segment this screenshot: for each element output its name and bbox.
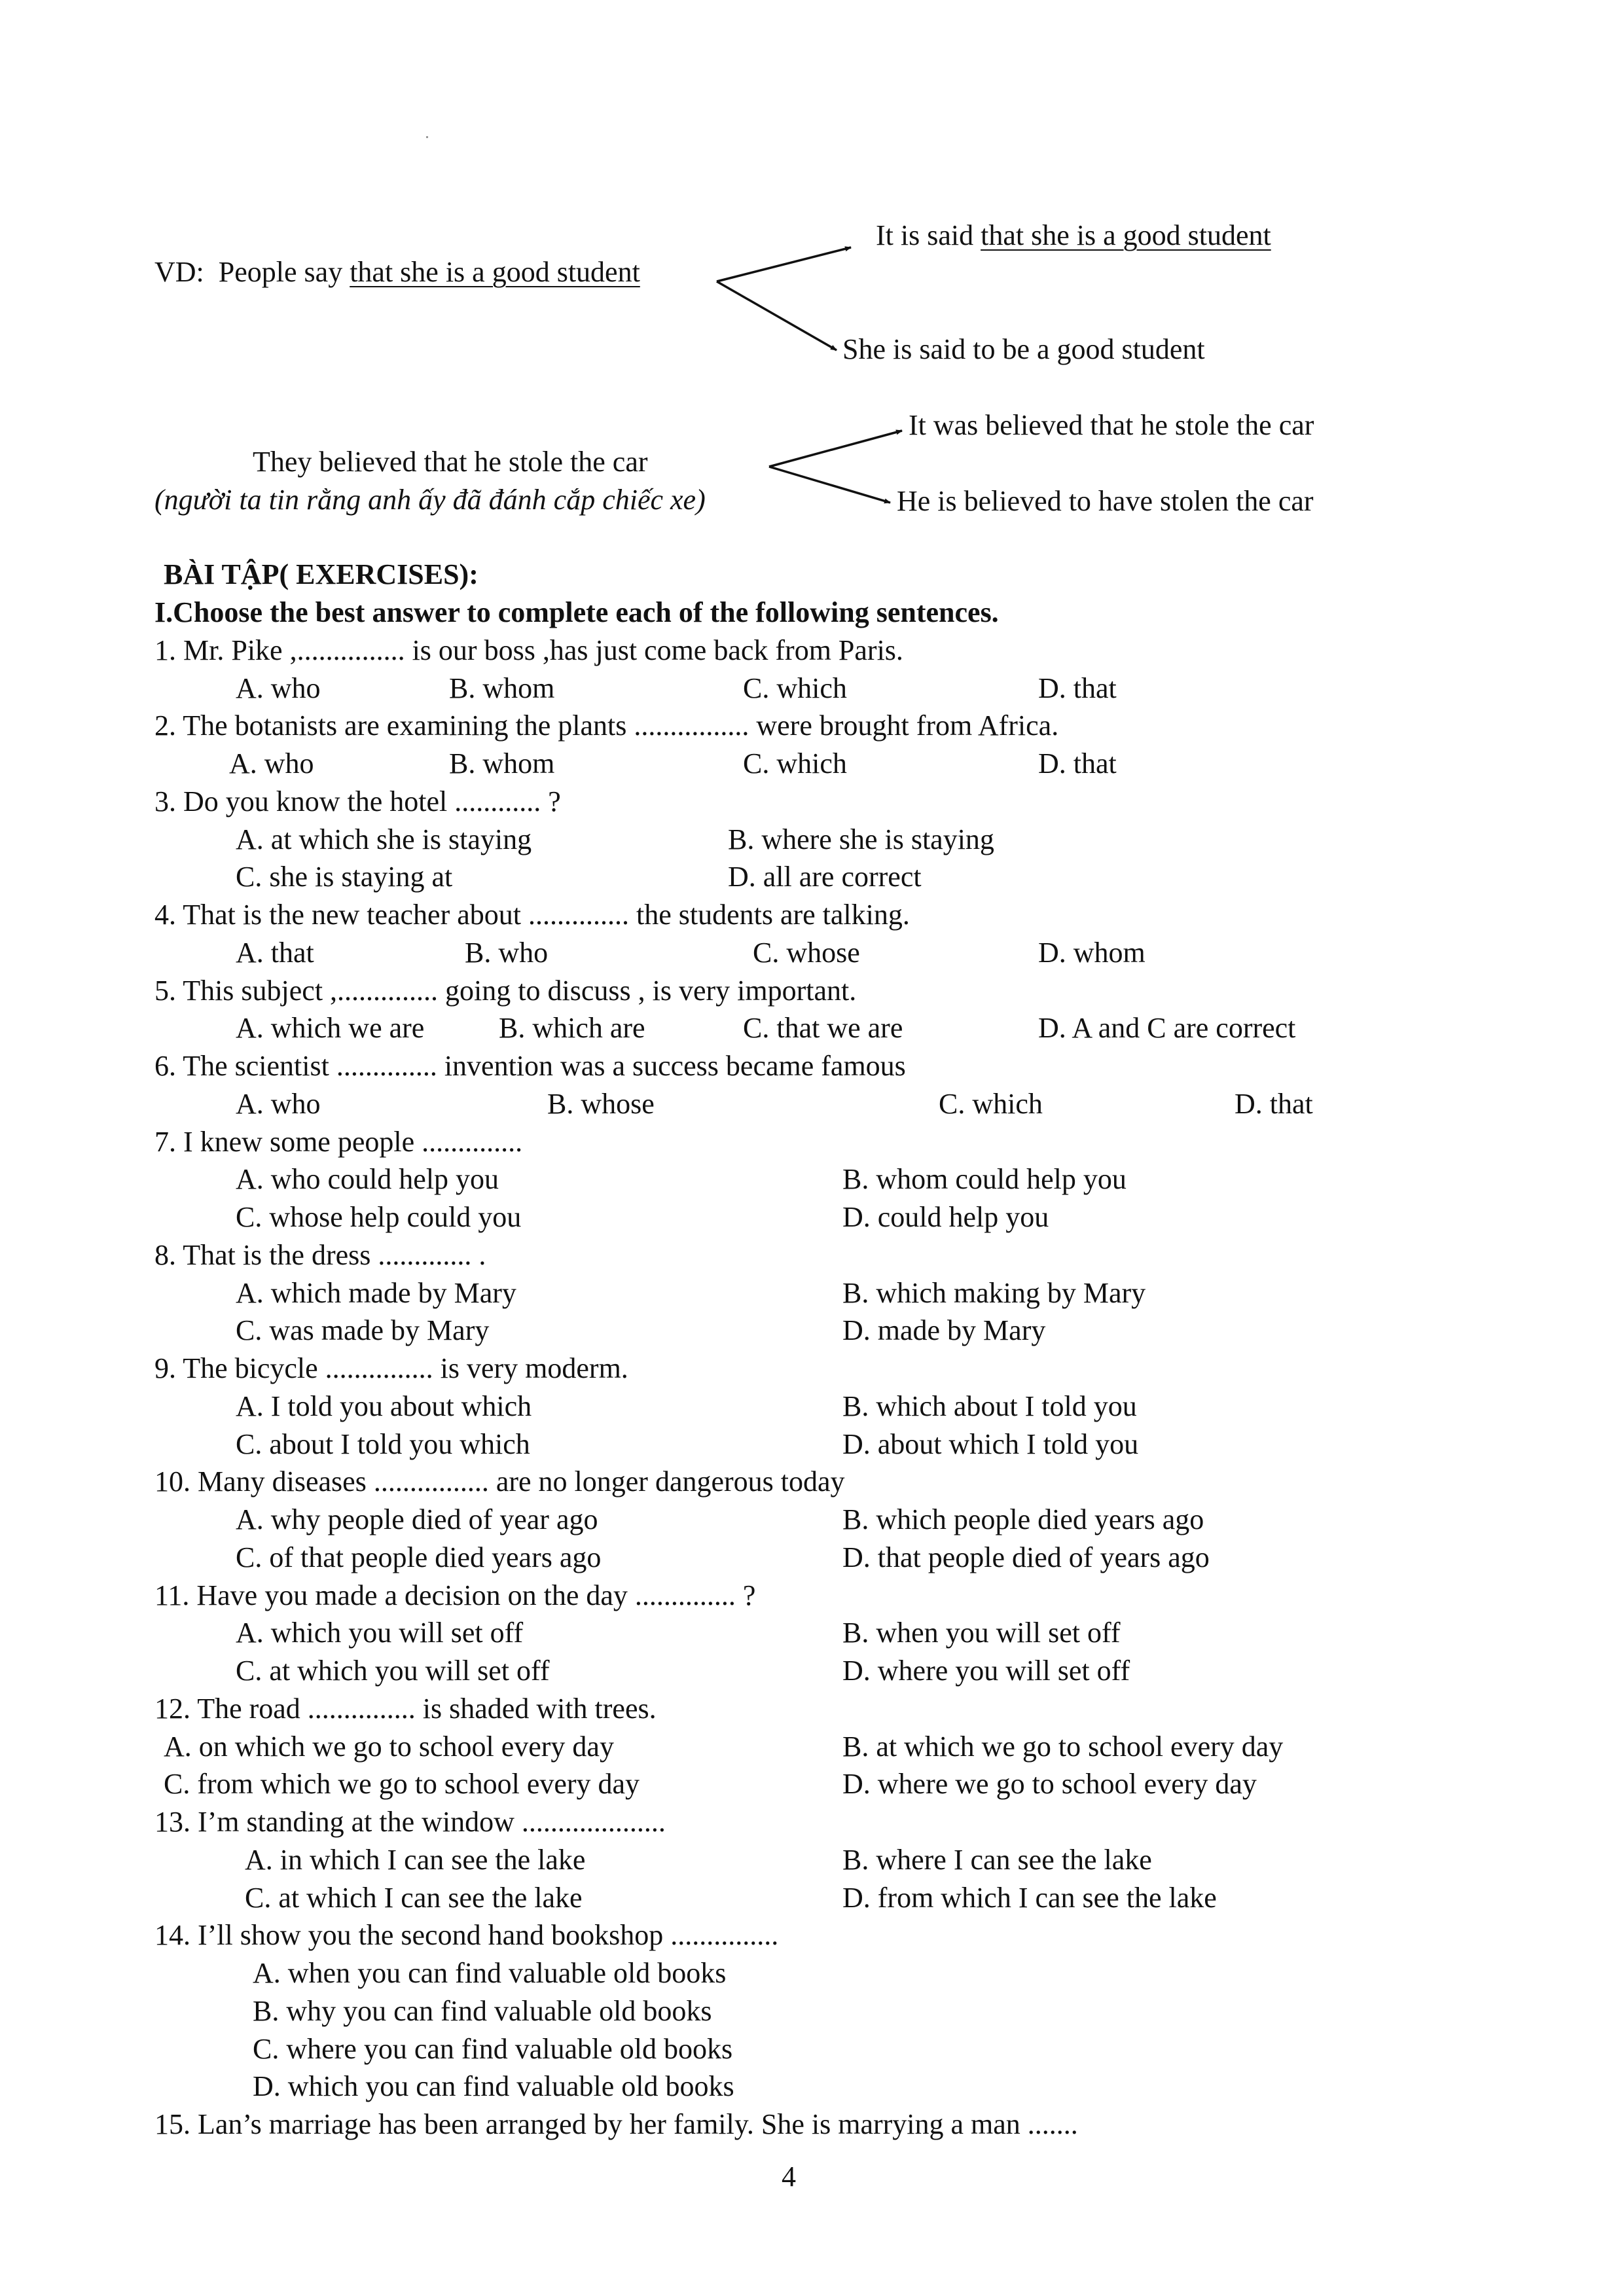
question-10: 10. Many diseases ................ are no longer dangerous today xyxy=(154,1465,845,1498)
q2-option-b[interactable]: B. whom xyxy=(449,747,555,780)
question-13: 13. I’m standing at the window .................... xyxy=(154,1806,666,1838)
q14-option-a[interactable]: A. when you can find valuable old books xyxy=(253,1957,727,1989)
q9-option-b[interactable]: B. which about I told you xyxy=(842,1390,1137,1422)
example-1-prefix: People say xyxy=(218,256,343,288)
example-1-out1-underlined: that she is a good student xyxy=(981,219,1271,251)
q2-option-a[interactable]: A. who xyxy=(229,747,314,780)
q2-option-c[interactable]: C. which xyxy=(743,747,847,780)
q1-option-b[interactable]: B. whom xyxy=(449,672,555,704)
q14-option-b[interactable]: B. why you can find valuable old books xyxy=(253,1995,712,2027)
q12-option-a[interactable]: A. on which we go to school every day xyxy=(164,1731,614,1763)
question-15: 15. Lan’s marriage has been arranged by her family. She is marrying a man ....... xyxy=(154,2108,1078,2140)
q5-option-a[interactable]: A. which we are xyxy=(236,1012,425,1044)
q9-option-c[interactable]: C. about I told you which xyxy=(236,1428,530,1460)
question-7: 7. I knew some people .............. xyxy=(154,1126,523,1158)
q1-option-d[interactable]: D. that xyxy=(1038,672,1117,704)
q4-option-c[interactable]: C. whose xyxy=(753,937,860,969)
question-9: 9. The bicycle ............... is very moderm. xyxy=(154,1352,628,1384)
example-2-translation: (người ta tin rằng anh ấy đã đánh cắp chiếc xe) xyxy=(154,484,706,516)
exercise-heading: BÀI TẬP( EXERCISES): xyxy=(164,558,478,590)
q5-option-b[interactable]: B. which are xyxy=(499,1012,645,1044)
arrow-1a xyxy=(717,247,851,281)
q11-option-b[interactable]: B. when you will set off xyxy=(842,1617,1121,1649)
question-8: 8. That is the dress ............. . xyxy=(154,1239,486,1271)
q8-option-a[interactable]: A. which made by Mary xyxy=(236,1277,516,1309)
exercise-instruction: I.Choose the best answer to complete each of the following sentences. xyxy=(154,596,999,628)
example-2-output-2: He is believed to have stolen the car xyxy=(897,485,1314,517)
q7-option-d[interactable]: D. could help you xyxy=(842,1201,1049,1233)
q12-option-b[interactable]: B. at which we go to school every day xyxy=(842,1731,1284,1763)
q10-option-a[interactable]: A. why people died of year ago xyxy=(236,1503,598,1535)
question-14: 14. I’ll show you the second hand bookshop ............... xyxy=(154,1919,779,1951)
q3-option-a[interactable]: A. at which she is staying xyxy=(236,823,532,855)
q6-option-d[interactable]: D. that xyxy=(1235,1088,1313,1120)
example-1-out1-prefix: It is said xyxy=(876,219,974,251)
example-1-sentence xyxy=(154,255,640,289)
question-3: 3. Do you know the hotel ............ ? xyxy=(154,785,561,817)
q11-option-c[interactable]: C. at which you will set off xyxy=(236,1655,550,1687)
q12-option-d[interactable]: D. where we go to school every day xyxy=(842,1768,1257,1800)
q7-option-b[interactable]: B. whom could help you xyxy=(842,1163,1127,1195)
q1-option-c[interactable]: C. which xyxy=(743,672,847,704)
page-number: 4 xyxy=(782,2161,796,2193)
q5-option-d[interactable]: D. A and C are correct xyxy=(1038,1012,1296,1044)
q13-option-a[interactable]: A. in which I can see the lake xyxy=(245,1844,586,1876)
q10-option-b[interactable]: B. which people died years ago xyxy=(842,1503,1204,1535)
q14-option-c[interactable]: C. where you can find valuable old books xyxy=(253,2033,733,2065)
question-2: 2. The botanists are examining the plants ................ were brought from Africa. xyxy=(154,709,1059,742)
q13-option-d[interactable]: D. from which I can see the lake xyxy=(842,1882,1217,1914)
q8-option-b[interactable]: B. which making by Mary xyxy=(842,1277,1146,1309)
q6-option-a[interactable]: A. who xyxy=(236,1088,321,1120)
question-5: 5. This subject ,.............. going to discuss , is very important. xyxy=(154,975,857,1007)
q4-option-b[interactable]: B. who xyxy=(465,937,549,969)
q7-option-a[interactable]: A. who could help you xyxy=(236,1163,499,1195)
q5-option-c[interactable]: C. that we are xyxy=(743,1012,903,1044)
question-1: 1. Mr. Pike ,............... is our boss ,has just come back from Paris. xyxy=(154,634,903,666)
question-11: 11. Have you made a decision on the day .............. ? xyxy=(154,1579,756,1611)
question-6: 6. The scientist .............. invention was a success became famous xyxy=(154,1050,906,1082)
example-2-output-1: It was believed that he stole the car xyxy=(909,409,1314,441)
example-2-sentence: They believed that he stole the car xyxy=(253,446,648,478)
question-12: 12. The road ............... is shaded with trees. xyxy=(154,1693,657,1725)
q9-option-d[interactable]: D. about which I told you xyxy=(842,1428,1139,1460)
arrow-2a xyxy=(769,431,902,467)
q4-option-d[interactable]: D. whom xyxy=(1038,937,1146,969)
q6-option-b[interactable]: B. whose xyxy=(547,1088,655,1120)
q3-option-b[interactable]: B. where she is staying xyxy=(728,823,994,855)
q10-option-c[interactable]: C. of that people died years ago xyxy=(236,1541,602,1573)
q12-option-c[interactable]: C. from which we go to school every day xyxy=(164,1768,640,1800)
q8-option-d[interactable]: D. made by Mary xyxy=(842,1314,1046,1346)
q6-option-c[interactable]: C. which xyxy=(939,1088,1043,1120)
q8-option-c[interactable]: C. was made by Mary xyxy=(236,1314,490,1346)
q13-option-c[interactable]: C. at which I can see the lake xyxy=(245,1882,583,1914)
q9-option-a[interactable]: A. I told you about which xyxy=(236,1390,532,1422)
q3-option-c[interactable]: C. she is staying at xyxy=(236,861,453,893)
example-1-output-1 xyxy=(876,219,1271,253)
q7-option-c[interactable]: C. whose help could you xyxy=(236,1201,522,1233)
example-1-output-2: She is said to be a good student xyxy=(842,333,1205,365)
arrow-2b xyxy=(769,467,890,503)
q13-option-b[interactable]: B. where I can see the lake xyxy=(842,1844,1152,1876)
question-4: 4. That is the new teacher about .............. the students are talking. xyxy=(154,899,910,931)
q11-option-a[interactable]: A. which you will set off xyxy=(236,1617,524,1649)
q2-option-d[interactable]: D. that xyxy=(1038,747,1117,780)
example-label: VD: xyxy=(154,256,204,288)
stray-dot xyxy=(426,136,428,138)
q14-option-d[interactable]: D. which you can find valuable old books xyxy=(253,2070,734,2102)
q4-option-a[interactable]: A. that xyxy=(236,937,314,969)
q1-option-a[interactable]: A. who xyxy=(236,672,321,704)
q3-option-d[interactable]: D. all are correct xyxy=(728,861,922,893)
example-1-underlined: that she is a good student xyxy=(350,256,640,288)
q11-option-d[interactable]: D. where you will set off xyxy=(842,1655,1130,1687)
arrow-1b xyxy=(717,281,837,350)
q10-option-d[interactable]: D. that people died of years ago xyxy=(842,1541,1210,1573)
